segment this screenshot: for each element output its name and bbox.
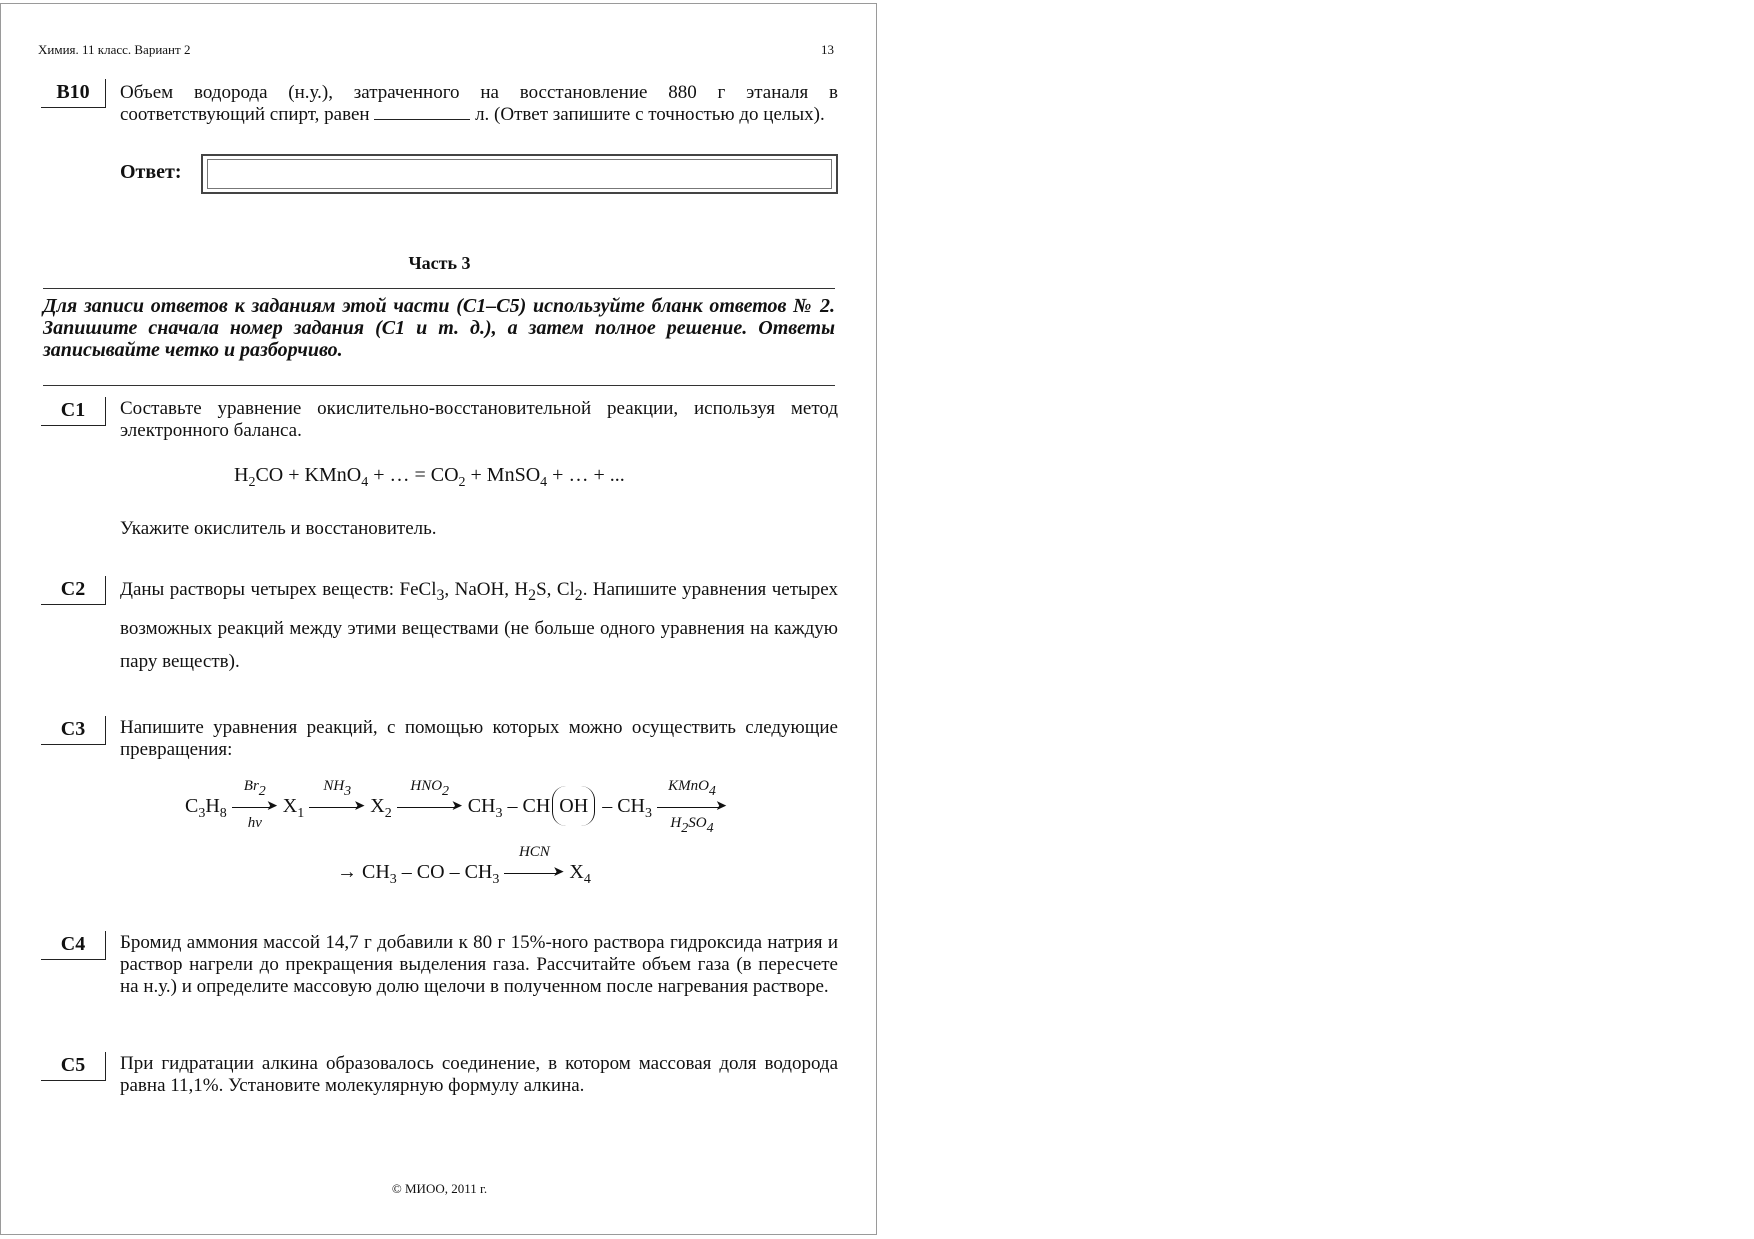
eq-subscript: 3 [492,872,500,887]
task-label: С1 [41,397,106,426]
part-title: Часть 3 [408,253,471,273]
task-text: Напишите уравнения реакций, с помощью которых можно осуществить следующие превращения: [120,717,838,760]
divider [43,385,835,386]
eq-part: H [234,464,249,486]
condition: H [670,815,682,832]
eq-part: CH [467,795,496,817]
task-b10 [41,79,838,199]
task-c3 [41,716,838,896]
eq-subscript: 2 [458,475,466,490]
eq-part: CH [357,861,390,883]
eq-subscript: 2 [681,821,689,837]
eq-subscript: 8 [219,806,227,821]
answer-label: Ответ: [120,161,182,183]
task-text-part: л. (Ответ запишите с точностью до целых). [475,104,825,125]
page-number: 13 [821,42,834,57]
task-label: С5 [41,1052,106,1081]
task-text [120,573,838,678]
reaction-arrow: $Br_2$ ➤ hv [232,797,278,817]
formula-subscript: 2 [574,586,583,604]
part-instruction: Для записи ответов к заданиям этой части (С1–С5) используйте бланк ответов № 2. Запишите сначала номер задания (С1 и т. д.), а затем полное решение. Ответы записывайте четко и разборчиво. [43,295,835,361]
task-c1 [41,397,838,547]
task-text-part: , NaOH, H [444,579,529,600]
answer-blank [374,105,470,120]
reagent: Br [243,778,259,795]
eq-part: C [185,795,199,817]
reaction-arrow: HCN ➤ [504,863,564,883]
reaction-arrow: KMnO$_4$ ➤ $H_2SO_4$ [657,797,727,817]
task-text-part: S, Cl [536,579,575,600]
exam-page [0,3,877,1235]
task-text: Составьте уравнение окислительно-восстановительной реакции, используя метод электронного баланса. [120,398,838,441]
eq-subscript: 3 [389,872,397,887]
task-text: При гидратации алкина образовалось соединение, в котором массовая доля водорода равна 11,1%. Установите молекулярную формулу алкина. [120,1053,838,1096]
eq-subscript: 2 [442,784,450,800]
eq-subscript: 4 [583,872,591,887]
eq-part: – CO – CH [396,861,493,883]
task-text [120,82,838,126]
task-c5 [41,1052,838,1132]
eq-subscript: 3 [495,806,503,821]
task-label: С2 [41,576,106,605]
eq-part: – CH [502,795,551,817]
eq-part: H [205,795,220,817]
condition: hv [247,815,262,832]
condition: SO [688,815,707,832]
eq-part: + MnSO [465,464,541,486]
eq-subscript: 3 [198,806,206,821]
task-c4 [41,931,838,1031]
task-c2 [41,576,838,686]
task-label: B10 [41,79,106,108]
task-note: Укажите окислитель и восстановитель. [120,518,437,539]
answer-field-inner [207,159,832,189]
eq-subscript: 3 [644,806,652,821]
eq-subscript: 1 [297,806,305,821]
formula-subscript: 2 [528,586,537,604]
task-label: С3 [41,716,106,745]
task-text-part: . Напишите уравнения четырех возможных реакций между этими веществами (не больше одного уравнения на каждую пару веществ). [120,579,838,672]
eq-part: X [569,861,584,883]
redox-equation [234,464,625,491]
task-label: С4 [41,931,106,960]
divider [43,288,835,289]
eq-part: – CH [597,795,645,817]
eq-subscript: 3 [344,784,352,800]
formula-subscript: 3 [436,586,445,604]
chain-arrow: → [337,861,357,883]
page-header-title: Химия. 11 класс. Вариант 2 [38,42,191,57]
eq-subscript: 2 [258,784,266,800]
task-text-part: Даны растворы четырех веществ: FeCl [120,579,437,600]
eq-subscript: 2 [248,475,256,490]
hydroxyl-group: OH [552,786,595,826]
eq-part: CO + KMnO [255,464,362,486]
reaction-arrow: $HNO_2$ ➤ [397,797,463,817]
copyright: © МИОО, 2011 г. [391,1181,488,1196]
task-text-part: Объем водорода (н.у.), затраченного на восстановление 880 г этаналя в соответствующий спирт, равен [120,82,838,125]
eq-part: + … + ... [547,464,625,486]
eq-subscript: 4 [708,784,716,800]
eq-part: X [282,795,298,817]
eq-subscript: 4 [540,475,548,490]
eq-part: + … = CO [368,464,459,486]
task-text: Бромид аммония массой 14,7 г добавили к 80 г 15%-ного раствора гидроксида натрия и раствор нагрели до прекращения выделения газа. Рассчитайте объем газа (в пересчете на н.у.) и определите массовую долю щелочи в полученном после нагревания растворе. [120,932,838,997]
reagent: HCN [518,844,550,861]
reagent: HNO [410,778,443,795]
reagent: NH [323,778,345,795]
eq-subscript: 4 [361,475,369,490]
transformation-chain-line2 [337,844,591,888]
transformation-chain-line1 [185,778,727,837]
eq-subscript: 2 [384,806,392,821]
answer-field[interactable] [201,154,838,194]
eq-part: X [370,795,385,817]
reaction-arrow: $NH_3$ ➤ [309,797,365,817]
eq-subscript: 4 [706,821,714,837]
reagent: KMnO [668,778,709,795]
